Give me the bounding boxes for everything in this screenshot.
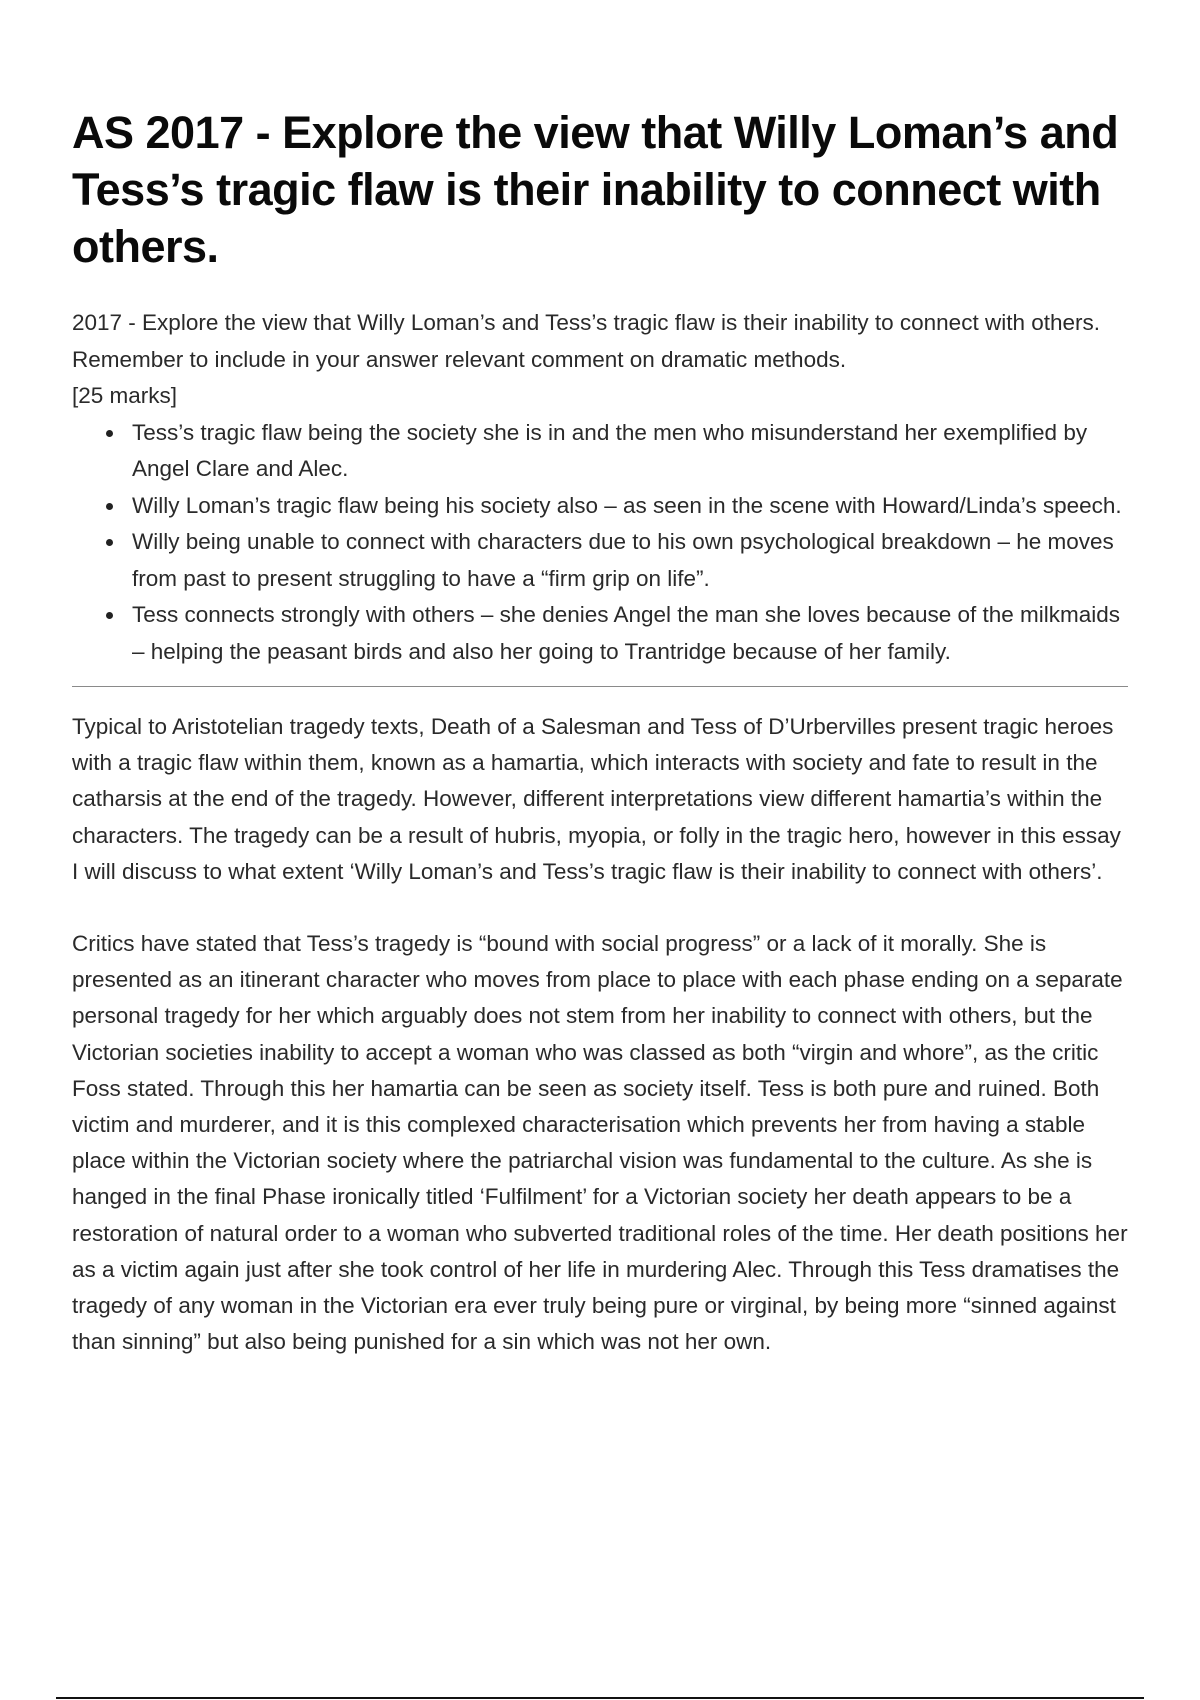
list-item-text: Willy being unable to connect with characters due to his own psychological breakdown – he moves from past to present struggling to have a “firm grip on life”. (132, 529, 1114, 591)
list-item (132, 597, 1128, 670)
list-item (132, 415, 1128, 488)
essay-paragraph-tess: Critics have stated that Tess’s tragedy is “bound with social progress” or a lack of it morally. She is presented as an itinerant character who moves from place to place with each phase ending on a separate personal tragedy for her which arguably does not stem from her inability to connect with others, but the Victorian societies inability to accept a woman who was classed as both “virgin and whore”, as the critic Foss stated. Through this her hamartia can be seen as society itself. Tess is both pure and ruined. Both victim and murderer, and it is this complexed characterisation which prevents her from having a stable place within the Victorian society where the patriarchal vision was fundamental to the culture. As she is hanged in the final Phase ironically titled ‘Fulfilment’ for a Victorian society her death appears to be a restoration of natural order to a woman who subverted traditional roles of the time. Her death positions her as a victim again just after she took control of her life in murdering Alec. Through this Tess dramatises the tragedy of any woman in the Victorian era ever truly being pure or virginal, by being more “sinned against than sinning” but also being punished for a sin which was not her own. (72, 931, 1128, 1355)
prompt-marks: [25 marks] (72, 383, 178, 408)
document-title: AS 2017 - Explore the view that Willy Loman’s and Tess’s tragic flaw is their inability to connect with others. (72, 107, 1119, 272)
bullet-dot-icon (106, 503, 113, 510)
bullet-dot-icon (106, 430, 113, 437)
essay-body (72, 709, 1128, 1360)
plan-bullet-list (72, 415, 1128, 671)
bullet-dot-icon (106, 612, 113, 619)
page-bottom-divider (56, 1697, 1144, 1699)
list-item-text: Willy Loman’s tragic flaw being his society also – as seen in the scene with Howard/Linda’s speech. (132, 492, 1122, 518)
list-item-text: Tess connects strongly with others – she denies Angel the man she loves because of the milkmaids – helping the peasant birds and also her going to Trantridge because of her family. (132, 602, 1121, 664)
list-item (132, 524, 1128, 597)
list-item-text: Tess’s tragic flaw being the society she is in and the men who misunderstand her exemplified by Angel Clare and Alec. (132, 419, 1088, 481)
bullet-dot-icon (106, 539, 113, 546)
essay-paragraph-introduction: Typical to Aristotelian tragedy texts, Death of a Salesman and Tess of D’Urbervilles present tragic heroes with a tragic flaw within them, known as a hamartia, which interacts with society and fate to result in the catharsis at the end of the tragedy. However, different interpretations view different hamartia’s within the characters. The tragedy can be a result of hubris, myopia, or folly in the tragic hero, however in this essay I will discuss to what extent ‘Willy Loman’s and Tess’s tragic flaw is their inability to connect with others’. (72, 714, 1121, 884)
list-item (132, 488, 1128, 525)
essay-prompt (72, 305, 1128, 670)
section-divider (72, 686, 1128, 687)
prompt-question: 2017 - Explore the view that Willy Loman’s and Tess’s tragic flaw is their inability to connect with others. Remember to include in your answer relevant comment on dramatic methods. (72, 310, 1100, 372)
document-page (72, 104, 1128, 1396)
